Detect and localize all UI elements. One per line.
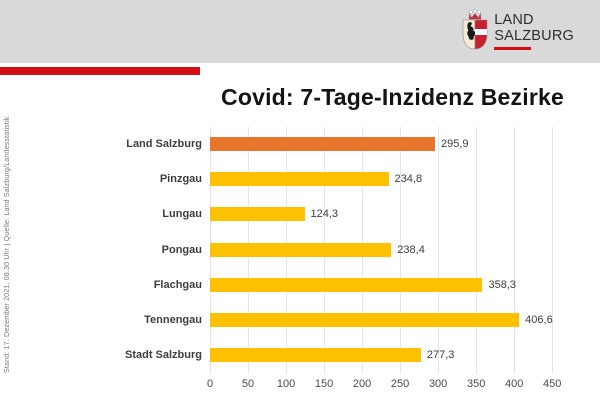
value-label-flachgau: 358,3 xyxy=(488,278,516,291)
gridline xyxy=(476,127,477,374)
x-tick-label: 350 xyxy=(466,378,486,390)
bar-tennengau xyxy=(210,313,519,327)
gridline xyxy=(438,127,439,374)
bar-land-salzburg xyxy=(210,137,435,151)
bar-pinzgau xyxy=(210,172,389,186)
x-tick-label: 50 xyxy=(241,378,255,390)
logo-wordmark xyxy=(494,12,574,50)
bar-lungau xyxy=(210,207,305,221)
value-label-lungau: 124,3 xyxy=(310,208,339,221)
source-caption: Stand: 17. Dezember 2021, 08.30 Uhr | Quelle: Land Salzburg/Landesstatistik xyxy=(4,116,11,373)
salzburg-crest-icon xyxy=(462,9,488,55)
x-tick-label: 400 xyxy=(504,378,524,390)
value-label-pongau: 238,4 xyxy=(397,243,425,256)
x-tick-label: 100 xyxy=(276,378,296,390)
x-tick-label: 300 xyxy=(428,378,448,390)
red-accent-bar xyxy=(0,67,200,75)
x-tick-label: 0 xyxy=(206,378,214,390)
logo-line-salzburg: SALZBURG xyxy=(494,28,574,44)
bar-flachgau xyxy=(210,278,482,292)
bar-pongau xyxy=(210,243,391,257)
bar-stadt-salzburg xyxy=(210,348,421,362)
x-tick-label: 150 xyxy=(314,378,334,390)
chart-title: Covid: 7-Tage-Inzidenz Bezirke xyxy=(221,84,564,110)
value-label-stadt-salzburg: 277,3 xyxy=(426,349,455,362)
x-tick-label: 250 xyxy=(390,378,410,390)
category-label-pinzgau: Pinzgau xyxy=(159,173,202,186)
gridline xyxy=(514,127,515,374)
category-label-pongau: Pongau xyxy=(161,243,202,256)
value-label-land-salzburg: 295,9 xyxy=(441,138,469,150)
category-label-tennengau: Tennengau xyxy=(144,313,202,326)
land-salzburg-logo xyxy=(462,9,574,55)
value-label-pinzgau: 234,8 xyxy=(394,173,423,186)
category-label-land-salzburg: Land Salzburg xyxy=(126,138,202,150)
gridline xyxy=(552,127,553,374)
category-label-stadt-salzburg: Stadt Salzburg xyxy=(124,349,202,362)
category-label-flachgau: Flachgau xyxy=(153,278,202,291)
x-tick-label: 200 xyxy=(352,378,372,390)
x-tick-label: 450 xyxy=(543,378,562,390)
logo-red-underline xyxy=(494,47,531,50)
logo-line-land: LAND xyxy=(494,12,534,28)
value-label-tennengau: 406,6 xyxy=(525,313,553,326)
category-label-lungau: Lungau xyxy=(162,208,202,221)
bar-chart xyxy=(0,116,600,400)
